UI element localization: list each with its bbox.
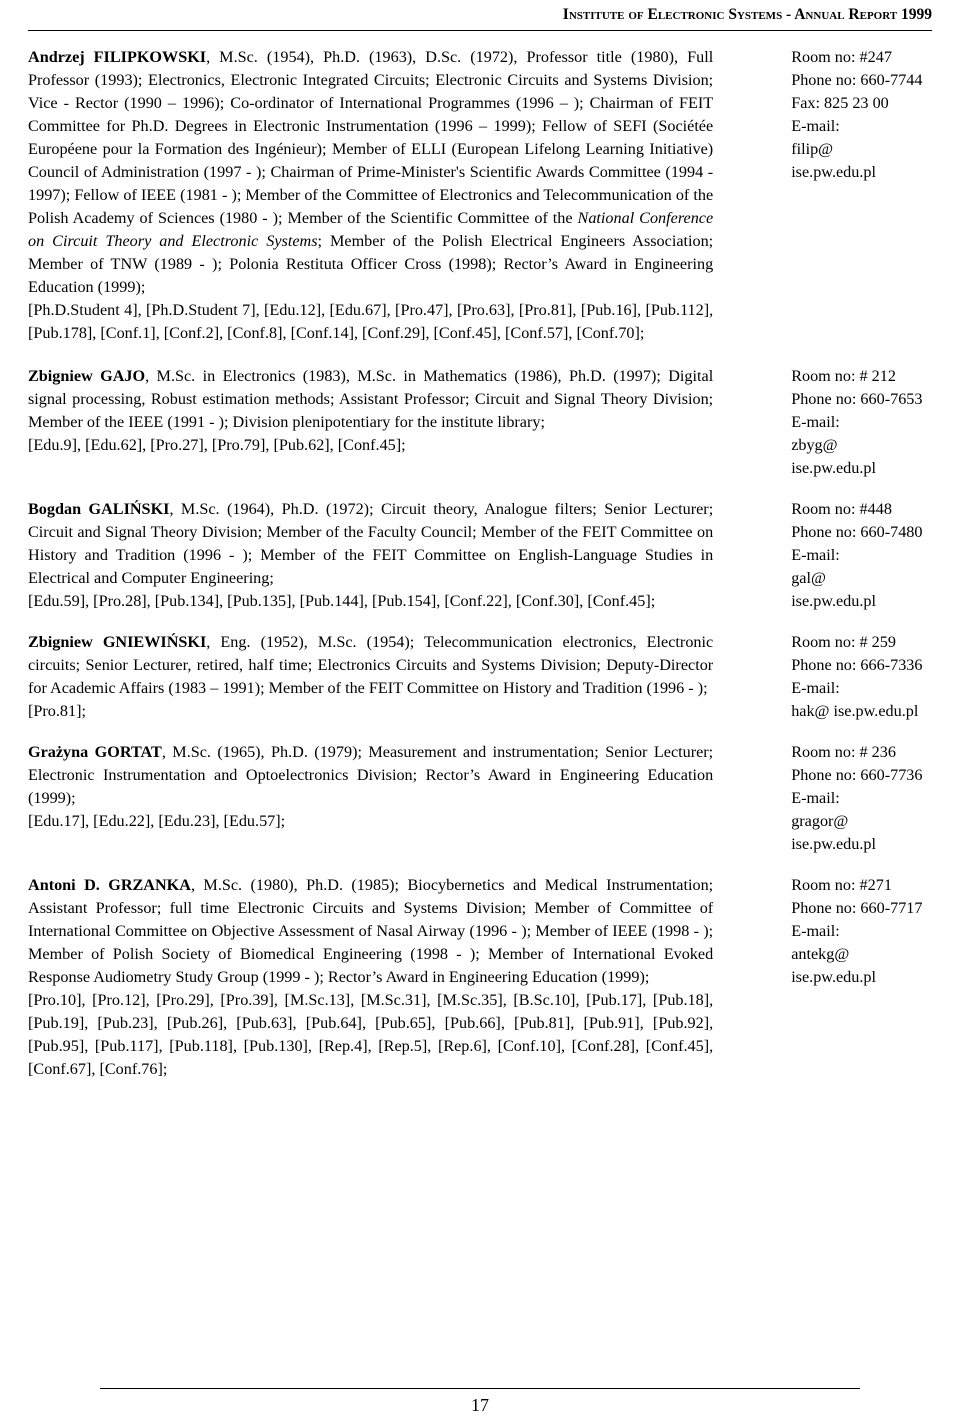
staff-entry-gajo [28, 365, 960, 480]
email-user: filip@ [791, 140, 834, 158]
fax-number: Fax: 825 23 00 [791, 94, 889, 112]
room-number: Room no: #247 [791, 48, 892, 66]
citations: [Edu.59], [Pro.28], [Pub.134], [Pub.135], [Pub.144], [Pub.154], [Conf.22], [Conf.30], [Conf.45]; [28, 592, 656, 610]
citations: [Ph.D.Student 4], [Ph.D.Student 7], [Edu.12], [Edu.67], [Pro.47], [Pro.63], [Pro.81], [Pub.16], [Pub.112], [Pub.178], [Conf.1], [Conf.2], [Conf.8], [Conf.14], [Conf.29], [Conf.45], [Conf.57], [Conf.70]; [28, 301, 714, 342]
bio-part: , M.Sc. (1954), Ph.D. (1963), D.Sc. (1972), Professor title (1980), Full Professor (1993); Electronics, Electronic Integrated Circuits; Electronic Circuits and Systems Division; Vice - Rector (1990 – 1996); Co-ordinator of International Programmes (1996 – ); Chairman of FEIT Committee for Ph.D. Degrees in Electronic Instrumentation (1996 – 1999); Fellow of SEFI (Sociétée Européene pour la Formation des Ingénieur); Member of ELLI (European Lifelong Learning Initiative) Council of Administration (1997 - ); Chairman of Prime-Minister's Scientific Awards Committee (1994 - 1997); Fellow of IEEE (1981 - ); Member of the Committee of Electronics and Telecommunication of the Polish Academy of Sciences (1980 - ); Member of the Scientific Committee of the [28, 48, 714, 227]
staff-name: Bogdan GALIŃSKI [28, 500, 170, 518]
bio-text [28, 498, 713, 590]
phone-number: Phone no: 660-7744 [791, 71, 923, 89]
email-label: E-mail: [791, 922, 840, 940]
room-number: Room no: #448 [791, 500, 892, 518]
citations: [Pro.81]; [28, 702, 86, 720]
staff-name: Zbigniew GNIEWIŃSKI [28, 633, 207, 651]
contact-info [791, 631, 960, 723]
phone-number: Phone no: 666-7336 [791, 656, 923, 674]
room-number: Room no: #271 [791, 876, 892, 894]
staff-bio [28, 365, 713, 480]
bio-text [28, 365, 713, 434]
phone-number: Phone no: 660-7480 [791, 523, 923, 541]
contact-info [791, 46, 960, 345]
staff-entry-gniewinski [28, 631, 960, 723]
bio-text [28, 874, 713, 989]
phone-number: Phone no: 660-7653 [791, 390, 923, 408]
staff-entry-grzanka [28, 874, 960, 1081]
staff-entries [28, 46, 960, 1099]
email-label: E-mail: [791, 546, 840, 564]
staff-bio [28, 874, 713, 1081]
page-number: 17 [100, 1388, 860, 1416]
staff-bio [28, 46, 713, 345]
email-user: gal@ [791, 569, 826, 587]
phone-number: Phone no: 660-7736 [791, 766, 923, 784]
citations: [Pro.10], [Pro.12], [Pro.29], [Pro.39], [M.Sc.13], [M.Sc.31], [M.Sc.35], [B.Sc.10], [Pub.17], [Pub.18], [Pub.19], [Pub.23], [Pub.26], [Pub.63], [Pub.64], [Pub.65], [Pub.66], [Pub.81], [Pub.91], [Pub.92], [Pub.95], [Pub.117], [Pub.118], [Pub.130], [Rep.4], [Rep.5], [Rep.6], [Conf.10], [Conf.28], [Conf.45], [Conf.67], [Conf.76]; [28, 991, 714, 1078]
email-address: hak@ ise.pw.edu.pl [791, 702, 919, 720]
bio-part: , M.Sc. (1965), Ph.D. (1979); Measurement and instrumentation; Senior Lecturer; Electronic Instrumentation and Optoelectronics Division; Rector’s Award in Engineering Education (1999); [28, 743, 714, 807]
bio-part: , M.Sc. (1980), Ph.D. (1985); Biocybernetics and Medical Instrumentation; Assistant Professor; full time Electronic Circuits and Systems Division; Member of Committee of International Committee on Objective Assessment of Nasal Airway (1996 - ); Member of IEEE (1998 - ); Member of Polish Society of Biomedical Engineering (1998 - ); Member of International Evoked Response Audiometry Study Group (1999 - ); Rector’s Award in Engineering Education (1999); [28, 876, 714, 986]
staff-bio [28, 741, 713, 856]
room-number: Room no: # 236 [791, 743, 896, 761]
email-domain: ise.pw.edu.pl [791, 459, 877, 477]
citations: [Edu.9], [Edu.62], [Pro.27], [Pro.79], [Pub.62], [Conf.45]; [28, 436, 406, 454]
email-user: zbyg@ [791, 436, 838, 454]
email-label: E-mail: [791, 413, 840, 431]
bio-text [28, 741, 713, 810]
staff-entry-gortat [28, 741, 960, 856]
bio-part: , M.Sc. (1964), Ph.D. (1972); Circuit theory, Analogue filters; Senior Lecturer; Circuit and Signal Theory Division; Member of the Faculty Council; Member of the FEIT Committee on History and Tradition (1996 - ); Member of the FEIT Committee on English-Language Studies in Electrical and Computer Engineering; [28, 500, 714, 587]
email-user: gragor@ [791, 812, 849, 830]
phone-number: Phone no: 660-7717 [791, 899, 923, 917]
bio-part: , Eng. (1952), M.Sc. (1954); Telecommunication electronics, Electronic circuits; Senior Lecturer, retired, half time; Electronics Circuits and Systems Division; Deputy-Director for Academic Affairs (1983 – 1991); Member of the FEIT Committee on History and Tradition (1996 - ); [28, 633, 714, 697]
contact-info [791, 874, 960, 1081]
bio-text [28, 631, 713, 700]
staff-name: Zbigniew GAJO [28, 367, 146, 385]
contact-info [791, 498, 960, 613]
email-domain: ise.pw.edu.pl [791, 163, 877, 181]
email-label: E-mail: [791, 789, 840, 807]
email-domain: ise.pw.edu.pl [791, 592, 877, 610]
staff-entry-galinski [28, 498, 960, 613]
room-number: Room no: # 212 [791, 367, 896, 385]
conference-name: National Conference on Circuit Theory and Electronic Systems [28, 209, 714, 250]
bio-part: ; Member of the Polish Electrical Engineers Association; Member of TNW (1989 - ); Polonia Restituta Officer Cross (1998); Rector’s Award in Engineering Education (1999); [28, 232, 714, 296]
staff-bio [28, 498, 713, 613]
staff-entry-filipkowski [28, 46, 960, 345]
email-label: E-mail: [791, 117, 840, 135]
bio-part: , M.Sc. in Electronics (1983), M.Sc. in Mathematics (1986), Ph.D. (1997); Digital signal processing, Robust estimation methods; Assistant Professor; Circuit and Signal Theory Division; Member of the IEEE (1991 - ); Division plenipotentiary for the institute library; [28, 367, 714, 431]
email-label: E-mail: [791, 679, 840, 697]
email-user: antekg@ [791, 945, 850, 963]
staff-name: Grażyna GORTAT [28, 743, 162, 761]
email-domain: ise.pw.edu.pl [791, 968, 877, 986]
email-domain: ise.pw.edu.pl [791, 835, 877, 853]
contact-info [791, 365, 960, 480]
citations: [Edu.17], [Edu.22], [Edu.23], [Edu.57]; [28, 812, 286, 830]
staff-name: Andrzej FILIPKOWSKI [28, 48, 207, 66]
staff-name: Antoni D. GRZANKA [28, 876, 191, 894]
bio-text [28, 46, 713, 299]
contact-info [791, 741, 960, 856]
report-header: Institute of Electronic Systems - Annual Report 1999 [28, 4, 932, 31]
staff-bio [28, 631, 713, 723]
room-number: Room no: # 259 [791, 633, 896, 651]
